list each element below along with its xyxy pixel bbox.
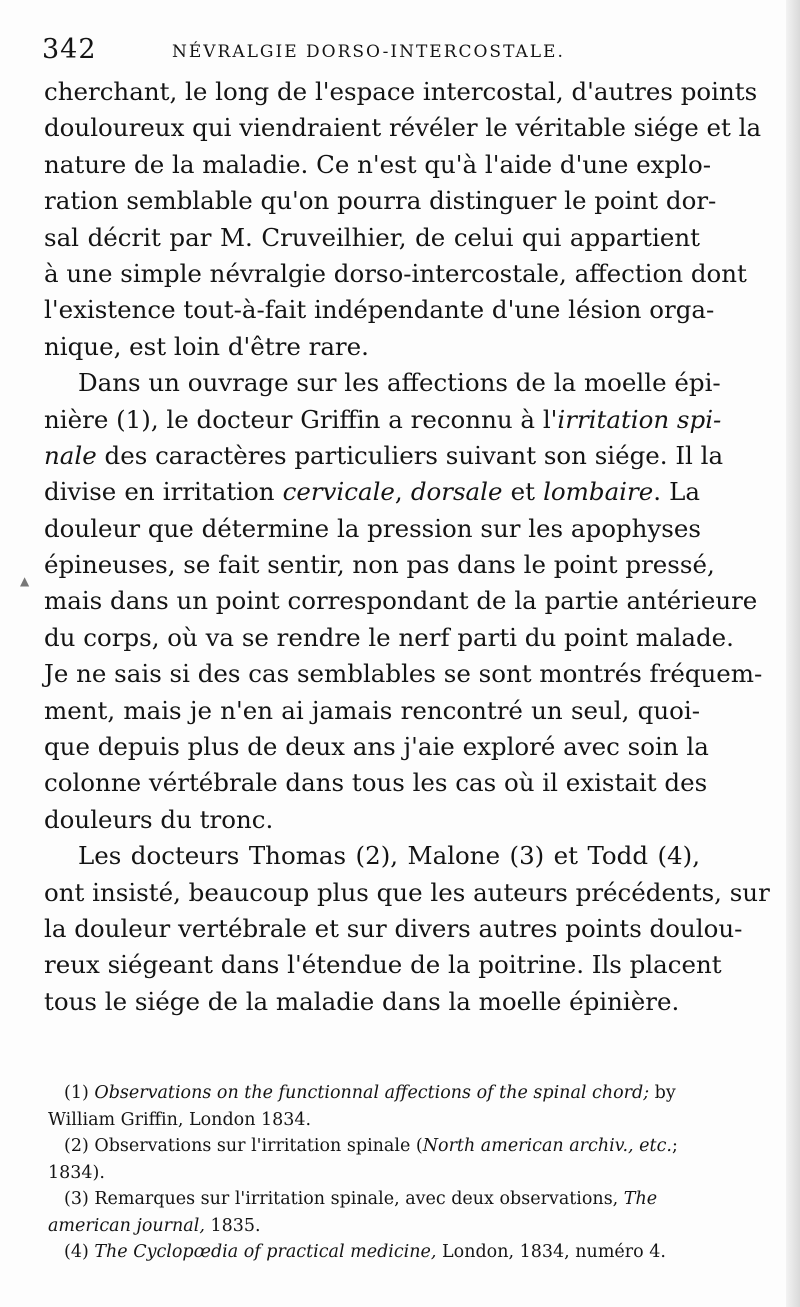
body-text: [44, 74, 770, 1020]
italic-run: Observations on the functionnal affections of the spinal chord;: [94, 1083, 650, 1103]
italic-run: nale: [44, 440, 97, 470]
italic-run: North american archiv., etc.: [422, 1136, 672, 1156]
page-edge: [786, 0, 800, 1307]
text-run: (2) Observations sur l'irritation spinale (: [64, 1136, 423, 1156]
text-run: (4): [64, 1242, 95, 1262]
footnote-2-cont: 1834).: [48, 1162, 105, 1183]
text-line: sal décrit par M. Cruveilhier, de celui qui appartient: [44, 222, 700, 252]
text-line: Je ne sais si des cas semblables se sont montrés fréquem-: [44, 659, 763, 689]
page-number: 342: [42, 34, 97, 65]
italic-run: The Cyclopœdia of practical medicine,: [94, 1242, 437, 1262]
footnote-4: [48, 1239, 700, 1266]
page-header: [42, 34, 742, 74]
italic-run: The: [623, 1189, 658, 1209]
text-line: cherchant, le long de l'espace intercostal, d'autres points: [44, 77, 758, 106]
text-line: ration semblable qu'on pourra distinguer le point dor-: [44, 186, 717, 216]
text-line: la douleur vertébrale et sur divers autres points doulou-: [44, 913, 743, 943]
text-line: Les docteurs Thomas (2), Malone (3) et Todd (4),: [78, 841, 700, 871]
text-line: colonne vértébrale dans tous les cas où il existait des: [44, 768, 708, 798]
italic-run: lombaire: [543, 477, 654, 507]
footnote-3-cont: [48, 1213, 700, 1240]
text-line: l'existence tout-à-fait indépendante d'une lésion orga-: [44, 295, 715, 325]
italic-run: american journal,: [48, 1215, 205, 1236]
text-line: [44, 402, 722, 438]
text-line: douleurs du tronc.: [44, 804, 274, 834]
text-run: 1835.: [204, 1215, 261, 1236]
footnote-3: [48, 1186, 700, 1213]
text-run: ;: [671, 1136, 678, 1156]
text-line: douleur que détermine la pression sur les apophyses: [44, 513, 701, 543]
italic-run: dorsale: [410, 477, 503, 507]
running-head: NÉVRALGIE DORSO-INTERCOSTALE.: [172, 42, 565, 62]
text-line: épineuses, se fait sentir, non pas dans le point pressé,: [44, 550, 715, 580]
text-line: tous le siége de la maladie dans la moelle épinière.: [44, 986, 680, 1016]
italic-run: irritation spi-: [557, 404, 722, 434]
footnote-2: [48, 1133, 700, 1160]
text-run: by: [649, 1083, 676, 1103]
text-run: London, 1834, numéro 4.: [436, 1242, 666, 1262]
text-line: nature de la maladie. Ce n'est qu'à l'aide d'une explo-: [44, 149, 712, 179]
text-line: reux siégeant dans l'étendue de la poitrine. Ils placent: [44, 950, 722, 980]
text-line: ment, mais je n'en ai jamais rencontré un seul, quoi-: [44, 695, 700, 725]
text-line: douloureux qui viendraient révéler le véritable siége et la: [44, 113, 762, 143]
text-run: divise en irritation: [44, 477, 283, 507]
text-line: du corps, où va se rendre le nerf parti du point malade.: [44, 622, 734, 652]
text-run: . La: [653, 477, 701, 507]
italic-run: cervicale: [282, 477, 395, 507]
text-run: et: [502, 477, 544, 507]
text-line: [44, 438, 724, 474]
text-run: des caractères particuliers suivant son siége. Il la: [96, 440, 724, 470]
text-line: mais dans un point correspondant de la partie antérieure: [44, 586, 758, 616]
footnote-1: [48, 1080, 700, 1107]
margin-mark: ▲: [20, 574, 30, 588]
footnotes: [48, 1080, 700, 1266]
text-run: (3) Remarques sur l'irritation spinale, avec deux observations,: [64, 1189, 624, 1209]
text-line: que depuis plus de deux ans j'aie exploré avec soin la: [44, 732, 709, 762]
text-line: [44, 474, 700, 510]
text-line: ont insisté, beaucoup plus que les auteurs précédents, sur: [44, 877, 770, 907]
text-run: ,: [394, 477, 411, 507]
text-line: Dans un ouvrage sur les affections de la moelle épi-: [78, 368, 721, 398]
text-run: (1): [64, 1083, 95, 1103]
text-line: à une simple névralgie dorso-intercostale, affection dont: [44, 258, 747, 288]
text-run: nière (1), le docteur Griffin a reconnu à l': [44, 404, 558, 434]
text-line: nique, est loin d'être rare.: [44, 331, 369, 361]
footnote-1-cont: William Griffin, London 1834.: [48, 1109, 312, 1130]
